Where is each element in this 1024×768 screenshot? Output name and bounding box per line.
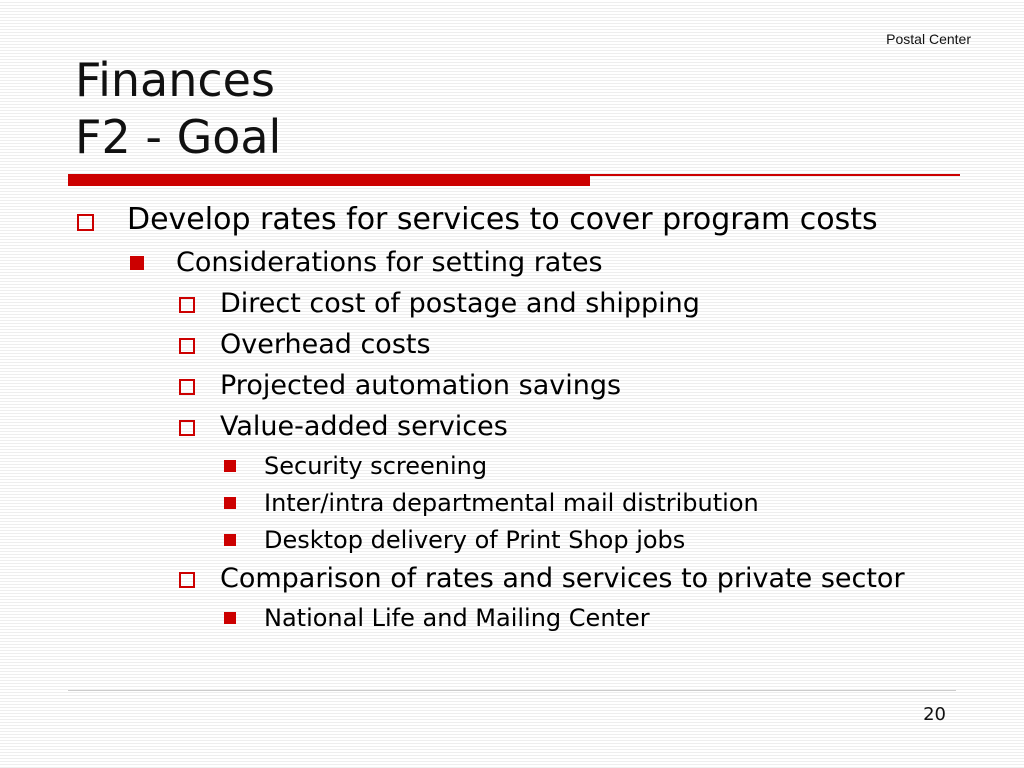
bullet-item-level-3: Projected automation savings	[220, 370, 622, 401]
hollow-square-bullet-icon	[179, 379, 195, 395]
filled-square-bullet-icon	[130, 256, 144, 270]
bullet-item-level-4: National Life and Mailing Center	[264, 604, 650, 632]
bullet-item-level-1: Develop rates for services to cover program costs	[127, 202, 878, 237]
bullet-item-level-2: Considerations for setting rates	[176, 247, 603, 278]
hollow-square-bullet-icon	[77, 214, 94, 231]
filled-square-bullet-icon	[224, 612, 236, 624]
filled-square-bullet-icon	[224, 534, 236, 546]
bullet-item-level-3: Overhead costs	[220, 329, 431, 360]
title-line-2: F2 - Goal	[75, 110, 282, 164]
bullet-item-level-4: Inter/intra departmental mail distribution	[264, 489, 759, 517]
title-line-1: Finances	[75, 53, 275, 107]
bullet-item-level-3: Direct cost of postage and shipping	[220, 288, 700, 319]
filled-square-bullet-icon	[224, 460, 236, 472]
title-divider-thick	[68, 176, 590, 186]
bullet-item-level-4: Security screening	[264, 452, 488, 480]
slide-title	[75, 52, 281, 166]
filled-square-bullet-icon	[224, 497, 236, 509]
hollow-square-bullet-icon	[179, 297, 195, 313]
hollow-square-bullet-icon	[179, 338, 195, 354]
hollow-square-bullet-icon	[179, 572, 195, 588]
header-label: Postal Center	[886, 31, 971, 47]
page-number: 20	[923, 704, 946, 725]
footer-divider	[68, 690, 956, 691]
bullet-item-level-4: Desktop delivery of Print Shop jobs	[264, 526, 686, 554]
bullet-item-level-3: Value-added services	[220, 411, 508, 442]
hollow-square-bullet-icon	[179, 420, 195, 436]
bullet-item-level-3: Comparison of rates and services to private sector	[220, 563, 905, 594]
